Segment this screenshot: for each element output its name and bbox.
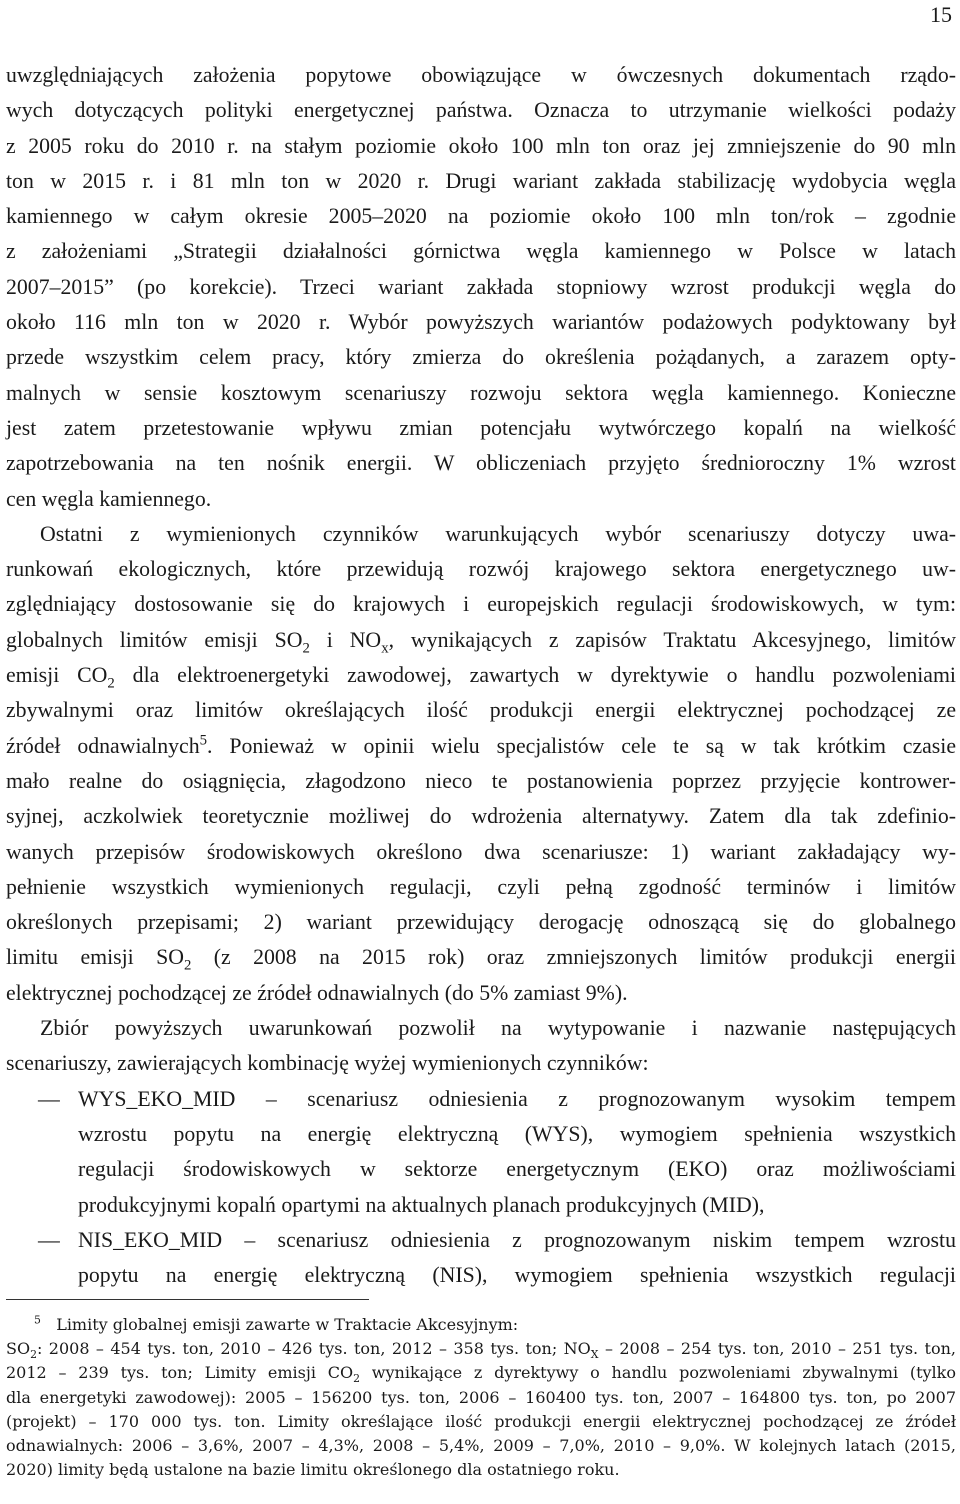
text-line: uwzględniających założenia popytowe obowiązujące w ówczesnych dokumentach rządo- <box>6 63 956 87</box>
text-line: produkcyjnymi kopalń opartymi na aktualnych planach produkcyjnych (MID), <box>78 1192 765 1217</box>
subscript: X <box>590 1348 599 1362</box>
text-run: , wynikających z zapisów Traktatu Akcesyjnego, limitów <box>388 627 957 652</box>
text-run: WYS_EKO_MID – scenariusz odniesienia z prognozowanym wysokim tempem <box>78 1086 956 1111</box>
scenario-list <box>6 1082 956 1294</box>
text-run: i NO <box>309 627 382 652</box>
subscript: 2 <box>107 675 115 692</box>
text-run: NIS_EKO_MID – scenariusz odniesienia z prognozowanym niskim tempem wzrostu <box>78 1227 956 1252</box>
text-line: ton w 2015 r. i 81 mln ton w 2020 r. Drugi wariant zakłada stabilizację wydobycia węgla <box>6 168 956 193</box>
text-line <box>6 1082 956 1117</box>
text-line: malnych w sensie kosztowym scenariuszy rozwoju sektora węgla kamiennego. Konieczne <box>6 380 956 405</box>
text-run: dla elektroenergetyki zawodowej, zawartych w dyrektywie o handlu pozwoleniami <box>114 663 956 688</box>
footnote-ref: 5 <box>199 732 208 749</box>
text-line: pełnienie wszystkich wymienionych regulacji, czyli pełną zgodność terminów i limitów <box>6 874 956 899</box>
text-line: Ostatni z wymienionych czynników warunkujących wybór scenariuszy dotyczy uwa- <box>40 521 956 546</box>
text-line: elektrycznej pochodzącej ze źródeł odnawialnych (do 5% zamiast 9%). <box>6 980 628 1005</box>
text-line <box>6 729 956 764</box>
text-line: 2020) limity będą ustalone na bazie limitu określonego dla ostatniego roku. <box>6 1460 620 1480</box>
list-dash: — <box>38 1086 60 1111</box>
text-run: emisji CO <box>6 663 108 688</box>
text-line: z 2005 roku do 2010 r. na stałym poziomie około 100 mln ton oraz jej zmniejszenie do 90 mln <box>6 133 956 158</box>
text-line: kamiennego w całym okresie 2005–2020 na poziomie około 100 mln ton/rok – zgodnie <box>6 204 956 229</box>
paragraph-2 <box>6 517 956 1011</box>
text-line <box>6 1223 956 1258</box>
text-line: (projekt) – 170 000 tys. ton. Limity określające ilość produkcji energii elektrycznej pochodzącej ze źródeł <box>6 1411 956 1431</box>
text-line: Zbiór powyższych uwarunkowań pozwolił na wytypowanie i nazwanie następujących <box>40 1016 956 1041</box>
text-line <box>6 1313 956 1337</box>
text-run: (z 2008 na 2015 rok) oraz zmniejszonych limitów produkcji energii <box>191 945 956 970</box>
paragraph-3 <box>6 1011 956 1082</box>
footnote-marker: 5 <box>34 1313 41 1327</box>
text-line: zględniający dostosowanie się do krajowych i europejskich regulacji środowiskowych, w tym: <box>6 592 956 617</box>
text-line: jest zatem przetestowanie wpływu zmian potencjału wytwórczego kopalń na wielkość <box>6 415 956 440</box>
text-line: regulacji środowiskowych w sektorze energetycznym (EKO) oraz możliwościami <box>78 1157 956 1182</box>
text-run: źródeł odnawialnych <box>6 733 200 758</box>
text-line: scenariuszy, zawierających kombinację wyżej wymienionych czynników: <box>6 1051 649 1076</box>
text-line: syjnej, aczkolwiek teoretycznie możliwej do wdrożenia alternatywy. Zatem dla tak zdefinio- <box>6 804 956 829</box>
text-run: 2012 – 239 tys. ton; Limity emisji CO <box>6 1363 354 1383</box>
text-line: mało realne do osiągnięcia, złagodzono nieco te postanowienia poprzez przyjęcie kontrower- <box>6 768 956 793</box>
text-run: : 2008 – 454 tys. ton, 2010 – 426 tys. ton, 2012 – 358 tys. ton; NO <box>37 1339 591 1359</box>
text-line <box>6 623 956 658</box>
text-line: z założeniami „Strategii działalności górnictwa węgla kamiennego w Polsce w latach <box>6 239 956 264</box>
footnote <box>6 1313 956 1482</box>
text-line: cen węgla kamiennego. <box>6 486 212 511</box>
subscript: 2 <box>30 1348 37 1362</box>
text-run: limitu emisji SO <box>6 945 184 970</box>
text-run: SO <box>6 1339 31 1359</box>
text-run: – 2008 – 254 tys. ton, 2010 – 251 tys. ton, <box>598 1339 956 1359</box>
footnote-separator <box>6 1299 369 1300</box>
subscript: 2 <box>302 640 310 657</box>
text-line: około 116 mln ton w 2020 r. Wybór powyższych wariantów podażowych podyktowany był <box>6 310 956 335</box>
paragraph-1 <box>6 58 956 517</box>
list-dash: — <box>38 1227 60 1252</box>
text-line: przede wszystkim celem pracy, który zmierza do określenia pożądanych, a zarazem opty- <box>6 345 956 370</box>
text-run: . Ponieważ w opinii wielu specjalistów cele te są w tak krótkim czasie <box>207 733 957 758</box>
page-number: 15 <box>930 2 952 27</box>
text-line: wzrostu popytu na energię elektryczną (WYS), wymogiem spełnienia wszystkich <box>78 1121 956 1146</box>
subscript: 2 <box>353 1372 361 1386</box>
text-line: 2007–2015” (po korekcie). Trzeci wariant zakłada stopniowy wzrost produkcji węgla do <box>6 274 956 299</box>
text-line: runkowań ekologicznych, które przewidują rozwój krajowego sektora energetycznego uw- <box>6 557 956 582</box>
text-run: Limity globalnej emisji zawarte w Traktacie Akcesyjnym: <box>56 1315 519 1334</box>
text-line: zbywalnymi oraz limitów określających ilość produkcji energii elektrycznej pochodzącej ze <box>6 698 956 723</box>
list-item-nis-eko-mid <box>6 1223 956 1294</box>
list-item-wys-eko-mid <box>6 1082 956 1223</box>
text-run: globalnych limitów emisji SO <box>6 627 303 652</box>
text-line: popytu na energię elektryczną (NIS), wymogiem spełnienia wszystkich regulacji <box>78 1263 956 1288</box>
text-line <box>6 658 956 693</box>
text-line: dla energetyki zawodowej): 2005 – 156200 tys. ton, 2006 – 160400 tys. ton, 2007 – 164800 tys. ton, po 2007 <box>6 1387 956 1407</box>
text-line: zapotrzebowania na ten nośnik energii. W obliczeniach przyjęto średnioroczny 1% wzrost <box>6 451 956 476</box>
text-line: wanych przepisów środowiskowych określono dwa scenariusze: 1) wariant zakładający wy- <box>6 839 956 864</box>
text-line: określonych przepisami; 2) wariant przewidujący derogację odnoszącą się do globalnego <box>6 910 956 935</box>
subscript: 2 <box>184 957 192 974</box>
subscript: x <box>381 640 389 657</box>
text-line: wych dotyczących polityki energetycznej państwa. Oznacza to utrzymanie wielkości podaży <box>6 98 956 123</box>
text-run: wynikające z dyrektywy o handlu pozwoleniami zbywalnymi (tylko <box>360 1363 956 1383</box>
text-line: odnawialnych: 2006 – 3,6%, 2007 – 4,3%, 2008 – 5,4%, 2009 – 7,0%, 2010 – 9,0%. W kolejnych latach (2015, <box>6 1435 956 1455</box>
text-line <box>6 1361 956 1385</box>
body-text <box>6 58 956 1293</box>
text-line <box>6 1337 956 1361</box>
text-line <box>6 940 956 975</box>
